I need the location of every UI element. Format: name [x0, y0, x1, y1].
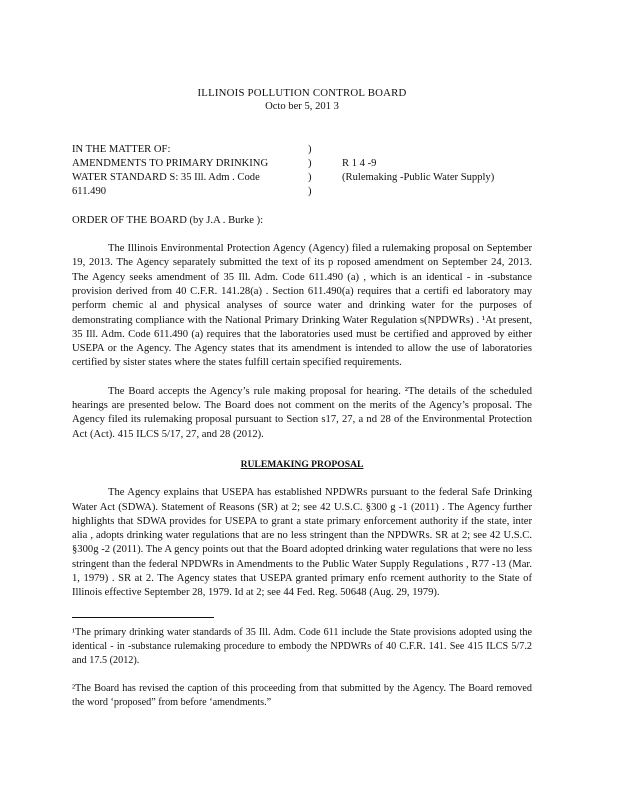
order-heading: ORDER OF THE BOARD (by J.A . Burke ): — [72, 214, 264, 226]
caption-line: WATER STANDARD S: 35 Ill. Adm . Code — [72, 172, 260, 184]
caption-right-line — [342, 185, 532, 199]
caption-left — [72, 143, 308, 200]
case-caption — [72, 143, 532, 200]
caption-bracket: ) — [308, 143, 312, 155]
caption-brackets — [308, 143, 342, 200]
caption-bracket: ) — [308, 186, 312, 198]
caption-line: IN THE MATTER OF: — [72, 143, 171, 155]
board-title: ILLINOIS POLLUTION CONTROL BOARD — [197, 87, 407, 99]
document-page — [72, 86, 532, 710]
paragraph-intro: The Illinois Environmental Protection Agency (Agency) filed a rulemaking proposal on September 19, 2013. The Agency separately submitted the text of its p roposed amendment on September 24, 2013. The Agency seeks amendment of 35 Ill. Adm. Code 611.490 (a) , which is an identical - in -substance provision derived from 40 C.F.R. 141.28(a) . Section 611.490(a) requires that a certifi ed laboratory may perform chemic al and physical analyses of source water and drinking water for the purposes of demonstrating compliance with the National Primary Drinking Water Regulation s(NPDWRs) . ¹At present, 35 Ill. Adm. Code 611.490 (a) requires that the laboratories used must be certified and approved by either USEPA or the Agency. The Agency states that its amendment is intended to allow the use of laboratories certified by sister states where the states fulfill certain specified requirements. — [72, 243, 532, 369]
footnote-divider — [72, 617, 214, 618]
docket-number: R 1 4 -9 — [342, 157, 377, 169]
rulemaking-type: (Rulemaking -Public Water Supply) — [342, 172, 495, 184]
section-heading — [72, 458, 532, 472]
caption-bracket: ) — [308, 157, 312, 169]
caption-line: 611.490 — [72, 186, 107, 198]
caption-line: AMENDMENTS TO PRIMARY DRINKING — [72, 157, 269, 169]
caption-right — [342, 143, 532, 200]
footnote-1: ¹The primary drinking water standards of 35 Ill. Adm. Code 611 include the State provisions adopted using the identical - in -substance rulemaking procedure to embody the NPDWRs of 40 C.F.R. 141. See 415 ILCS 5/7.2 and 17.5 (2012). — [72, 626, 532, 666]
paragraph-acceptance: The Board accepts the Agency’s rule making proposal for hearing. ²The details of the scheduled hearings are presented below. The Board does not comment on the merits of the Agency’s proposal. The Agency filed its rulemaking proposal pursuant to Section s17, 27, a nd 28 of the Environmental Protection Act (Act). 415 ILCS 5/17, 27, and 28 (2012). — [72, 385, 532, 440]
caption-bracket: ) — [308, 172, 312, 184]
footnote-2: ²The Board has revised the caption of this proceeding from that submitted by the Agency. The Board removed the word ‘proposed” from before ‘amendments.” — [72, 682, 532, 708]
document-date: Octo ber 5, 201 3 — [265, 101, 339, 113]
paragraph-proposal: The Agency explains that USEPA has established NPDWRs pursuant to the federal Safe Drinking Water Act (SDWA). Statement of Reasons (SR) at 2; see 42 U.S.C. §300 g -1 (2011) . The Agency further highlights that SDWA provides for USEPA to grant a state primary enforcement authority if the state, inter alia , adopts drinking water regulations that are no less stringent than the NPDWRs. SR at 2; see 42 U.S.C. §300g -2 (2011). The A gency points out that the Board adopted drinking water regulations that were no less stringent than the federal NPDWRs in Amendments to the Public Water Supply Regulations , R77 -13 (Mar. 1, 1979) . SR at 2. The Agency states that USEPA granted primary enfo rcement authority to the State of Illinois effective September 28, 1979. Id at 2; see 44 Fed. Reg. 50648 (Aug. 29, 1979). — [72, 487, 532, 599]
caption-right-line — [342, 143, 532, 157]
section-heading-text: RULEMAKING PROPOSAL — [240, 458, 364, 470]
